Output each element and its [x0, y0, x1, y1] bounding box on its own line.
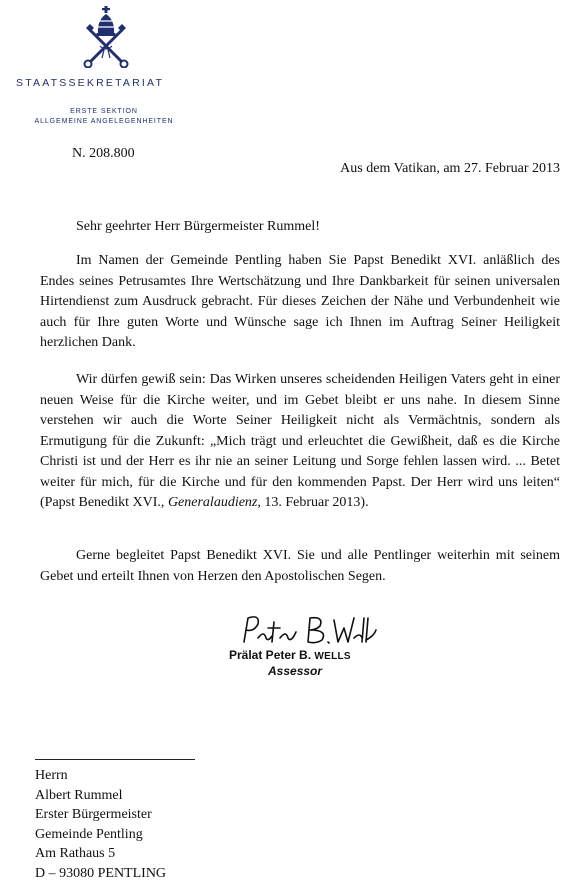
signer-role: Assessor [268, 664, 322, 678]
dateline: Aus dem Vatikan, am 27. Februar 2013 [340, 161, 560, 177]
paragraph-2-text-a: Wir dürfen gewiß sein: Das Wirken unseres scheidenden Heiligen Vaters geht in einer neuen Weise für die Kirche weiter, und im Gebet bleibt er uns nahe. In diesem Sinne verstehen wir auch die Worte Seiner Heiligkeit nicht als Vermächtnis, sondern als Ermutigung für die Zukunft: „Mich trägt und erleuchtet die Gewißheit, daß es die Kirche Christi ist und der Herr es ihr nie an seiner Leitung und Sorge fehlen lassen wird. ... Betet weiter für mich, für die Kirche und für den kommenden Papst. Der Herr wird uns leiten“ (Papst Benedikt XVI., [40, 372, 560, 510]
reference-number: N. 208.800 [72, 146, 135, 162]
address-line: Am Rathaus 5 [35, 844, 166, 864]
signer-surname: WELLS [314, 651, 351, 662]
section-line-2: ALLGEMEINE ANGELEGENHEITEN [16, 118, 192, 125]
signer-name [229, 648, 351, 662]
paragraph-2-text-b: , 13. Februar 2013). [257, 495, 368, 510]
recipient-address [35, 766, 166, 883]
address-line: Herrn [35, 766, 166, 786]
paragraph-1: Im Namen der Gemeinde Pentling haben Sie Papst Benedikt XVI. anläßlich des Endes seines Petrusamtes Ihre Wertschätzung und Ihre Dankbarkeit für seinen universalen Hirtendienst zum Ausdruck gebracht. Für dieses Zeichen der Nähe und Verbundenheit wie auch für Ihre guten Worte und Wünsche sage ich Ihnen im Auftrag Seiner Heiligkeit herzlichen Dank. [40, 251, 560, 354]
paragraph-2 [40, 370, 560, 514]
address-divider [35, 759, 195, 760]
address-line: Erster Bürgermeister [35, 805, 166, 825]
salutation: Sehr geehrter Herr Bürgermeister Rummel! [76, 219, 320, 235]
paragraph-2-italic-title: Generalaudienz [168, 495, 257, 510]
paragraph-3: Gerne begleitet Papst Benedikt XVI. Sie und alle Pentlinger weiterhin mit seinem Gebet und erteilt Ihnen von Herzen den Apostolischen Segen. [40, 546, 560, 587]
papal-crest-icon [80, 6, 132, 68]
organization-name: STAATSSEKRETARIAT [16, 77, 196, 89]
address-line: Gemeinde Pentling [35, 825, 166, 845]
address-line: D – 93080 PENTLING [35, 864, 166, 883]
section-line-1: ERSTE SEKTION [16, 108, 192, 115]
signer-name-prefix: Prälat Peter B. [229, 648, 314, 662]
address-line: Albert Rummel [35, 786, 166, 806]
